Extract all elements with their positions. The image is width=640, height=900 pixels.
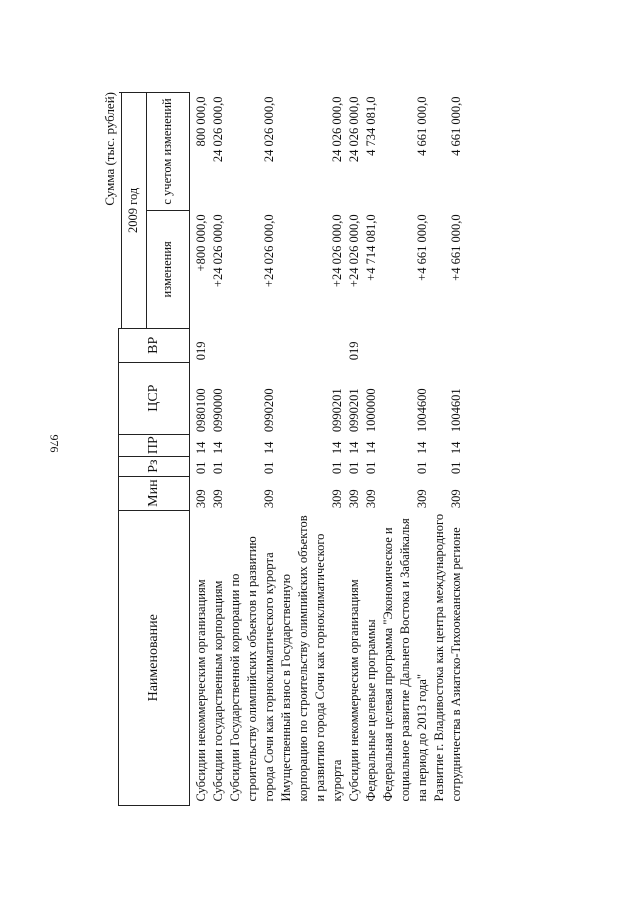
row-changes: +4 661 000,0	[448, 214, 463, 281]
table-row	[210, 93, 227, 806]
row-min: 309	[414, 489, 429, 509]
row-csr: 0980100	[193, 388, 208, 433]
table-row	[363, 93, 380, 806]
row-changes: +24 026 000,0	[346, 214, 361, 288]
row-rz: 01	[329, 461, 344, 475]
header-rz: Рз	[119, 456, 190, 476]
row-vr	[431, 328, 465, 362]
row-csr: 1004601	[448, 388, 463, 433]
row-pr: 14	[193, 441, 208, 455]
row-min: 309	[363, 489, 378, 509]
row-rz: 01	[261, 461, 276, 475]
page-number: 976	[47, 434, 62, 453]
row-min: 309	[193, 489, 208, 509]
table-body	[189, 93, 465, 806]
row-csr: 0990000	[210, 388, 225, 433]
row-min: 309	[346, 489, 361, 509]
row-changes: +24 026 000,0	[329, 214, 344, 288]
table-row	[346, 93, 363, 806]
row-pr: 14	[414, 441, 429, 455]
table-row	[380, 93, 431, 806]
header-name: Наименование	[119, 510, 190, 805]
row-csr: 0990201	[329, 388, 344, 433]
row-vr	[363, 328, 380, 362]
row-pr: 14	[261, 441, 276, 455]
budget-table	[118, 92, 465, 806]
row-name: Развитие г. Владивостока как центра международного сотрудничества в Азиатско-Тихоокеанском регионе	[431, 513, 463, 802]
table-header	[119, 93, 190, 806]
row-vr	[210, 328, 227, 362]
row-total: 24 026 000,0	[329, 96, 344, 163]
row-changes: +4 661 000,0	[414, 214, 429, 281]
row-total: 4 661 000,0	[448, 96, 463, 156]
table-row	[189, 93, 210, 806]
row-vr	[227, 328, 278, 362]
row-name: Субсидии некоммерческим организациям	[193, 579, 208, 802]
header-with-changes: с учетом изменений	[146, 93, 189, 211]
row-vr	[380, 328, 431, 362]
header-year: 2009 год	[121, 93, 146, 329]
row-pr: 14	[329, 441, 344, 455]
row-min: 309	[329, 489, 344, 509]
row-total: 4 734 081,0	[363, 96, 378, 156]
row-csr: 1004600	[414, 388, 429, 433]
row-pr: 14	[210, 441, 225, 455]
row-changes: +24 026 000,0	[210, 214, 225, 288]
row-name: Субсидии государственным корпорациям	[210, 580, 225, 802]
row-vr: 019	[193, 341, 208, 361]
row-rz: 01	[448, 461, 463, 475]
row-name: Субсидии Государственной корпорации по строительству олимпийских объектов и развитию города Сочи как горноклиматического курорта	[227, 536, 276, 802]
row-total: 4 661 000,0	[414, 96, 429, 156]
header-min: Мин	[119, 476, 190, 510]
row-total: 800 000,0	[193, 96, 208, 147]
row-pr: 14	[346, 441, 361, 455]
table-row	[431, 93, 465, 806]
rotated-table-region	[102, 92, 532, 806]
row-changes: +800 000,0	[193, 214, 208, 272]
row-csr: 1000000	[363, 388, 378, 433]
row-name: Имущественный взнос в Государственную корпорацию по строительству олимпийских объектов и развитию города Сочи как горноклиматического курорта	[278, 515, 344, 802]
row-name: Федеральные целевые программы	[363, 619, 378, 802]
row-total: 24 026 000,0	[210, 96, 225, 163]
table-row	[278, 93, 346, 806]
row-rz: 01	[363, 461, 378, 475]
row-changes: +24 026 000,0	[261, 214, 276, 288]
row-rz: 01	[210, 461, 225, 475]
row-csr: 0990200	[261, 388, 276, 433]
row-changes: +4 714 081,0	[363, 214, 378, 281]
row-total: 24 026 000,0	[346, 96, 361, 163]
row-pr: 14	[363, 441, 378, 455]
row-min: 309	[448, 489, 463, 509]
header-changes: изменения	[146, 210, 189, 328]
row-csr: 0990201	[346, 388, 361, 433]
row-rz: 01	[346, 461, 361, 475]
row-rz: 01	[414, 461, 429, 475]
row-min: 309	[261, 489, 276, 509]
table-row	[227, 93, 278, 806]
row-name: Федеральная целевая программа "Экономическое и социальное развитие Дальнего Востока и Забайкалья на период до 2013 года"	[380, 518, 429, 802]
row-vr: 019	[346, 341, 361, 361]
row-min: 309	[210, 489, 225, 509]
header-csr: ЦСР	[119, 362, 190, 434]
row-pr: 14	[448, 441, 463, 455]
row-total: 24 026 000,0	[261, 96, 276, 163]
header-vr: ВР	[119, 328, 190, 362]
row-rz: 01	[193, 461, 208, 475]
row-vr	[278, 328, 346, 362]
row-name: Субсидии некоммерческим организациям	[346, 579, 361, 802]
units-label: Сумма (тыс. рублей)	[102, 92, 117, 206]
header-pr: ПР	[119, 434, 190, 456]
